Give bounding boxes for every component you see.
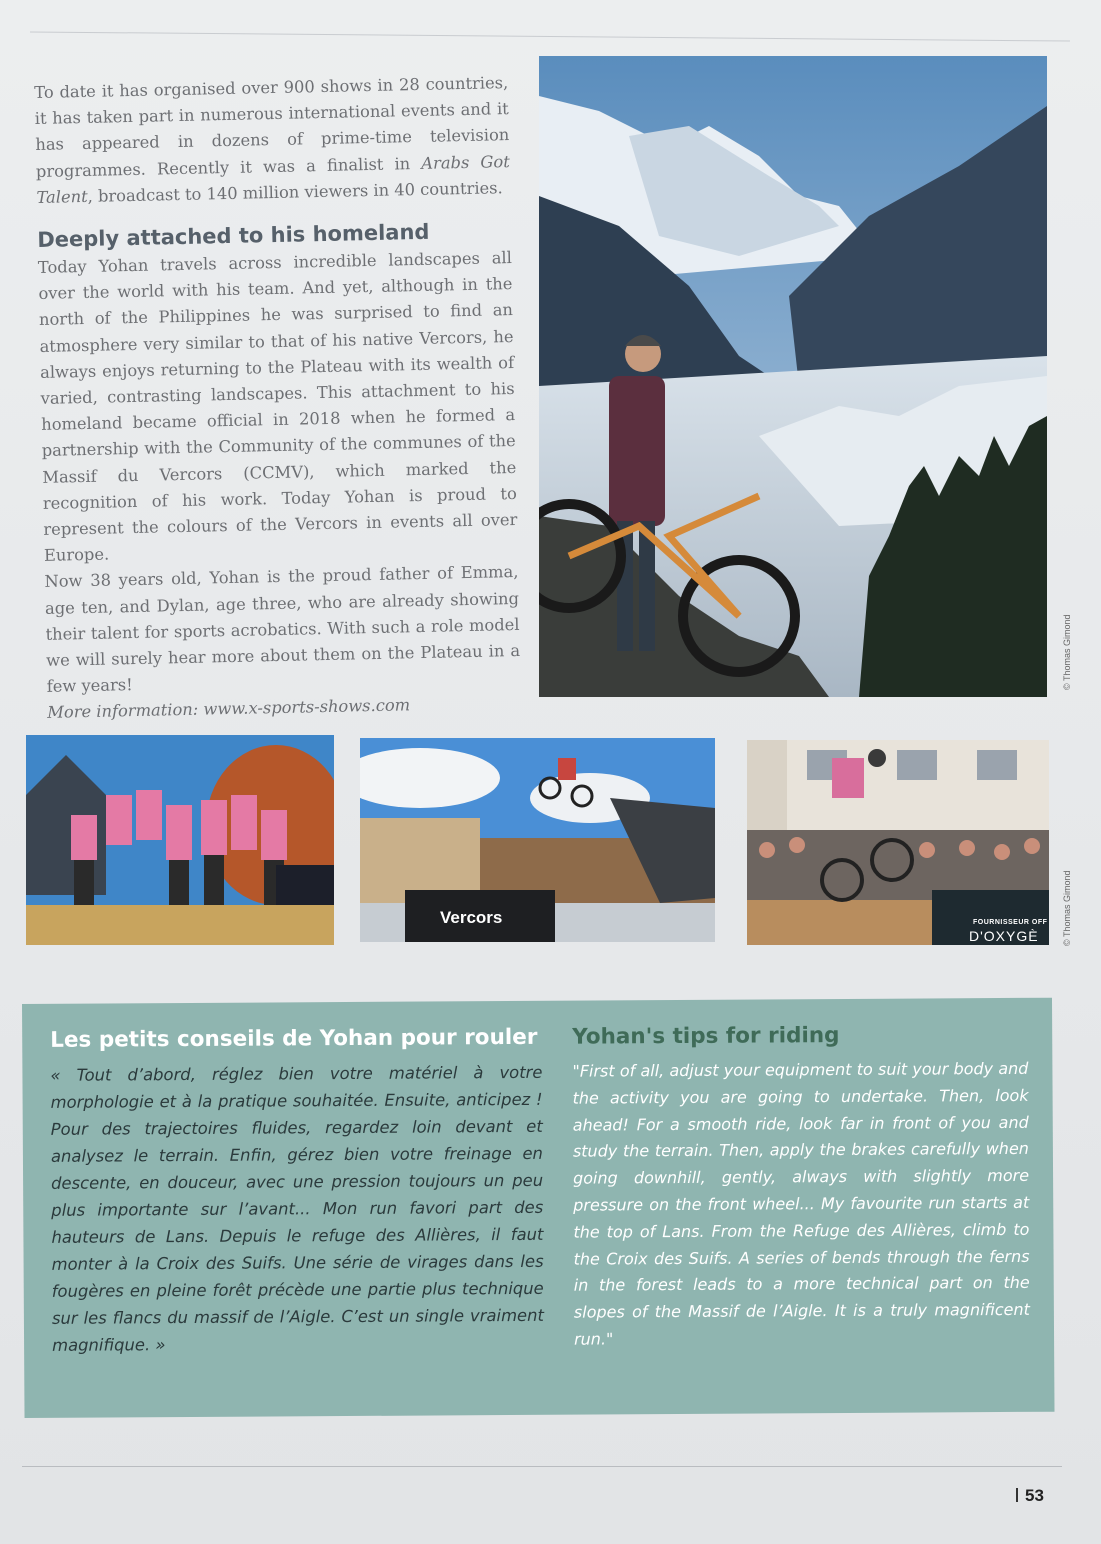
- page-number-value: 53: [1025, 1486, 1044, 1505]
- article-column: [34, 70, 521, 726]
- section-heading: Deeply attached to his homeland: [37, 219, 430, 252]
- aerial-trick-photo: [360, 738, 715, 942]
- photo-credit-row: © Thomas Gimond: [1062, 870, 1072, 946]
- intro-paragraph: [34, 70, 511, 211]
- tips-column-english: [572, 1020, 1030, 1354]
- tips-title-french: Les petits conseils de Yohan pour rouler: [50, 1024, 538, 1053]
- tips-box: [22, 998, 1055, 1418]
- tips-body-english: "First of all, adjust your equipment to suit your body and the activity you are going to undertake. Then, look ahead! For a smooth ride, look far in front of you and study the terrain. Then, apply the brakes carefully when going downhill, gently, always with slightly more pressure on the front wheel... My favourite run starts at the top of Lans. From the Refuge des Allières, climb to the Croix des Suifs. A series of bends through the ferns in the forest leads to a more technical part on the slopes of the Massif de l’Aigle. It is a truly magnificent run.": [572, 1058, 1030, 1349]
- photo-credit-main: © Thomas Gimond: [1062, 614, 1072, 690]
- intro-text-end: , broadcast to 140 million viewers in 40 countries.: [87, 178, 503, 206]
- rider-crowd-photo: [747, 740, 1049, 945]
- intro-show-title: Arabs Got Talent: [36, 151, 510, 207]
- top-rule: [30, 31, 1070, 41]
- team-group-photo: [26, 735, 334, 945]
- oxygen-banner-main: D'OXYGÈ: [969, 928, 1039, 944]
- main-photo-mountain-rider: [539, 56, 1047, 697]
- article-paragraph-2: Now 38 years old, Yohan is the proud father of Emma, age ten, and Dylan, age three, who are already showing their talent for sports acrobatics. With such a role model we will surely hear more about them on the Plateau in a few years!: [44, 562, 521, 697]
- tips-body-french: « Tout d’abord, réglez bien votre matériel à votre morphologie et à la pratique souhaitée. Ensuite, anticipez ! Pour des trajectoires fluides, regardez loin devant et analysez le terrain. Enfin, gérez bien votre freinage en descente, en douceur, avec une pression toujours un peu plus importante sur l’avant... Mon run favori part des hauteurs de Lans. Depuis le refuge des Allières, il faut monter à la Croix des Suifs. Une série de virages dans les fougères en pleine forêt précède une partie plus technique sur les flancs du massif de l’Aigle. C’est un single vraiment magnifique. »: [50, 1062, 544, 1355]
- vercors-sign-text: Vercors: [440, 908, 503, 927]
- page-number-bar: [1016, 1488, 1018, 1502]
- page-number: [1016, 1486, 1044, 1506]
- article-paragraph-1: Today Yohan travels across incredible landscapes all over the world with his team. And yet, although in the north of the Philippines he was surprised to find an atmosphere very similar to that of his native Vercors, he always enjoys returning to the Plateau with its wealth of varied, contrasting landscapes. This attachment to his homeland became official in 2018 when he formed a partnership with the Community of the communes of the Massif du Vercors (CCMV), which marked the recognition of his work. Today Yohan is proud to represent the colours of the Vercors in events all over Europe.: [37, 248, 518, 566]
- more-info-link[interactable]: More information: www.x-sports-shows.com: [47, 695, 411, 723]
- oxygen-banner-top: FOURNISSEUR OFF: [973, 919, 1048, 926]
- tips-title-english: Yohan's tips for riding: [572, 1023, 840, 1050]
- tips-column-french: [50, 1023, 544, 1359]
- bottom-rule: [22, 1466, 1062, 1467]
- intro-text: To date it has organised over 900 shows in 28 countries, it has taken part in numerous international events and it has appeared in dozens of prime-time television programmes. Recently it was a finalist in: [34, 73, 510, 181]
